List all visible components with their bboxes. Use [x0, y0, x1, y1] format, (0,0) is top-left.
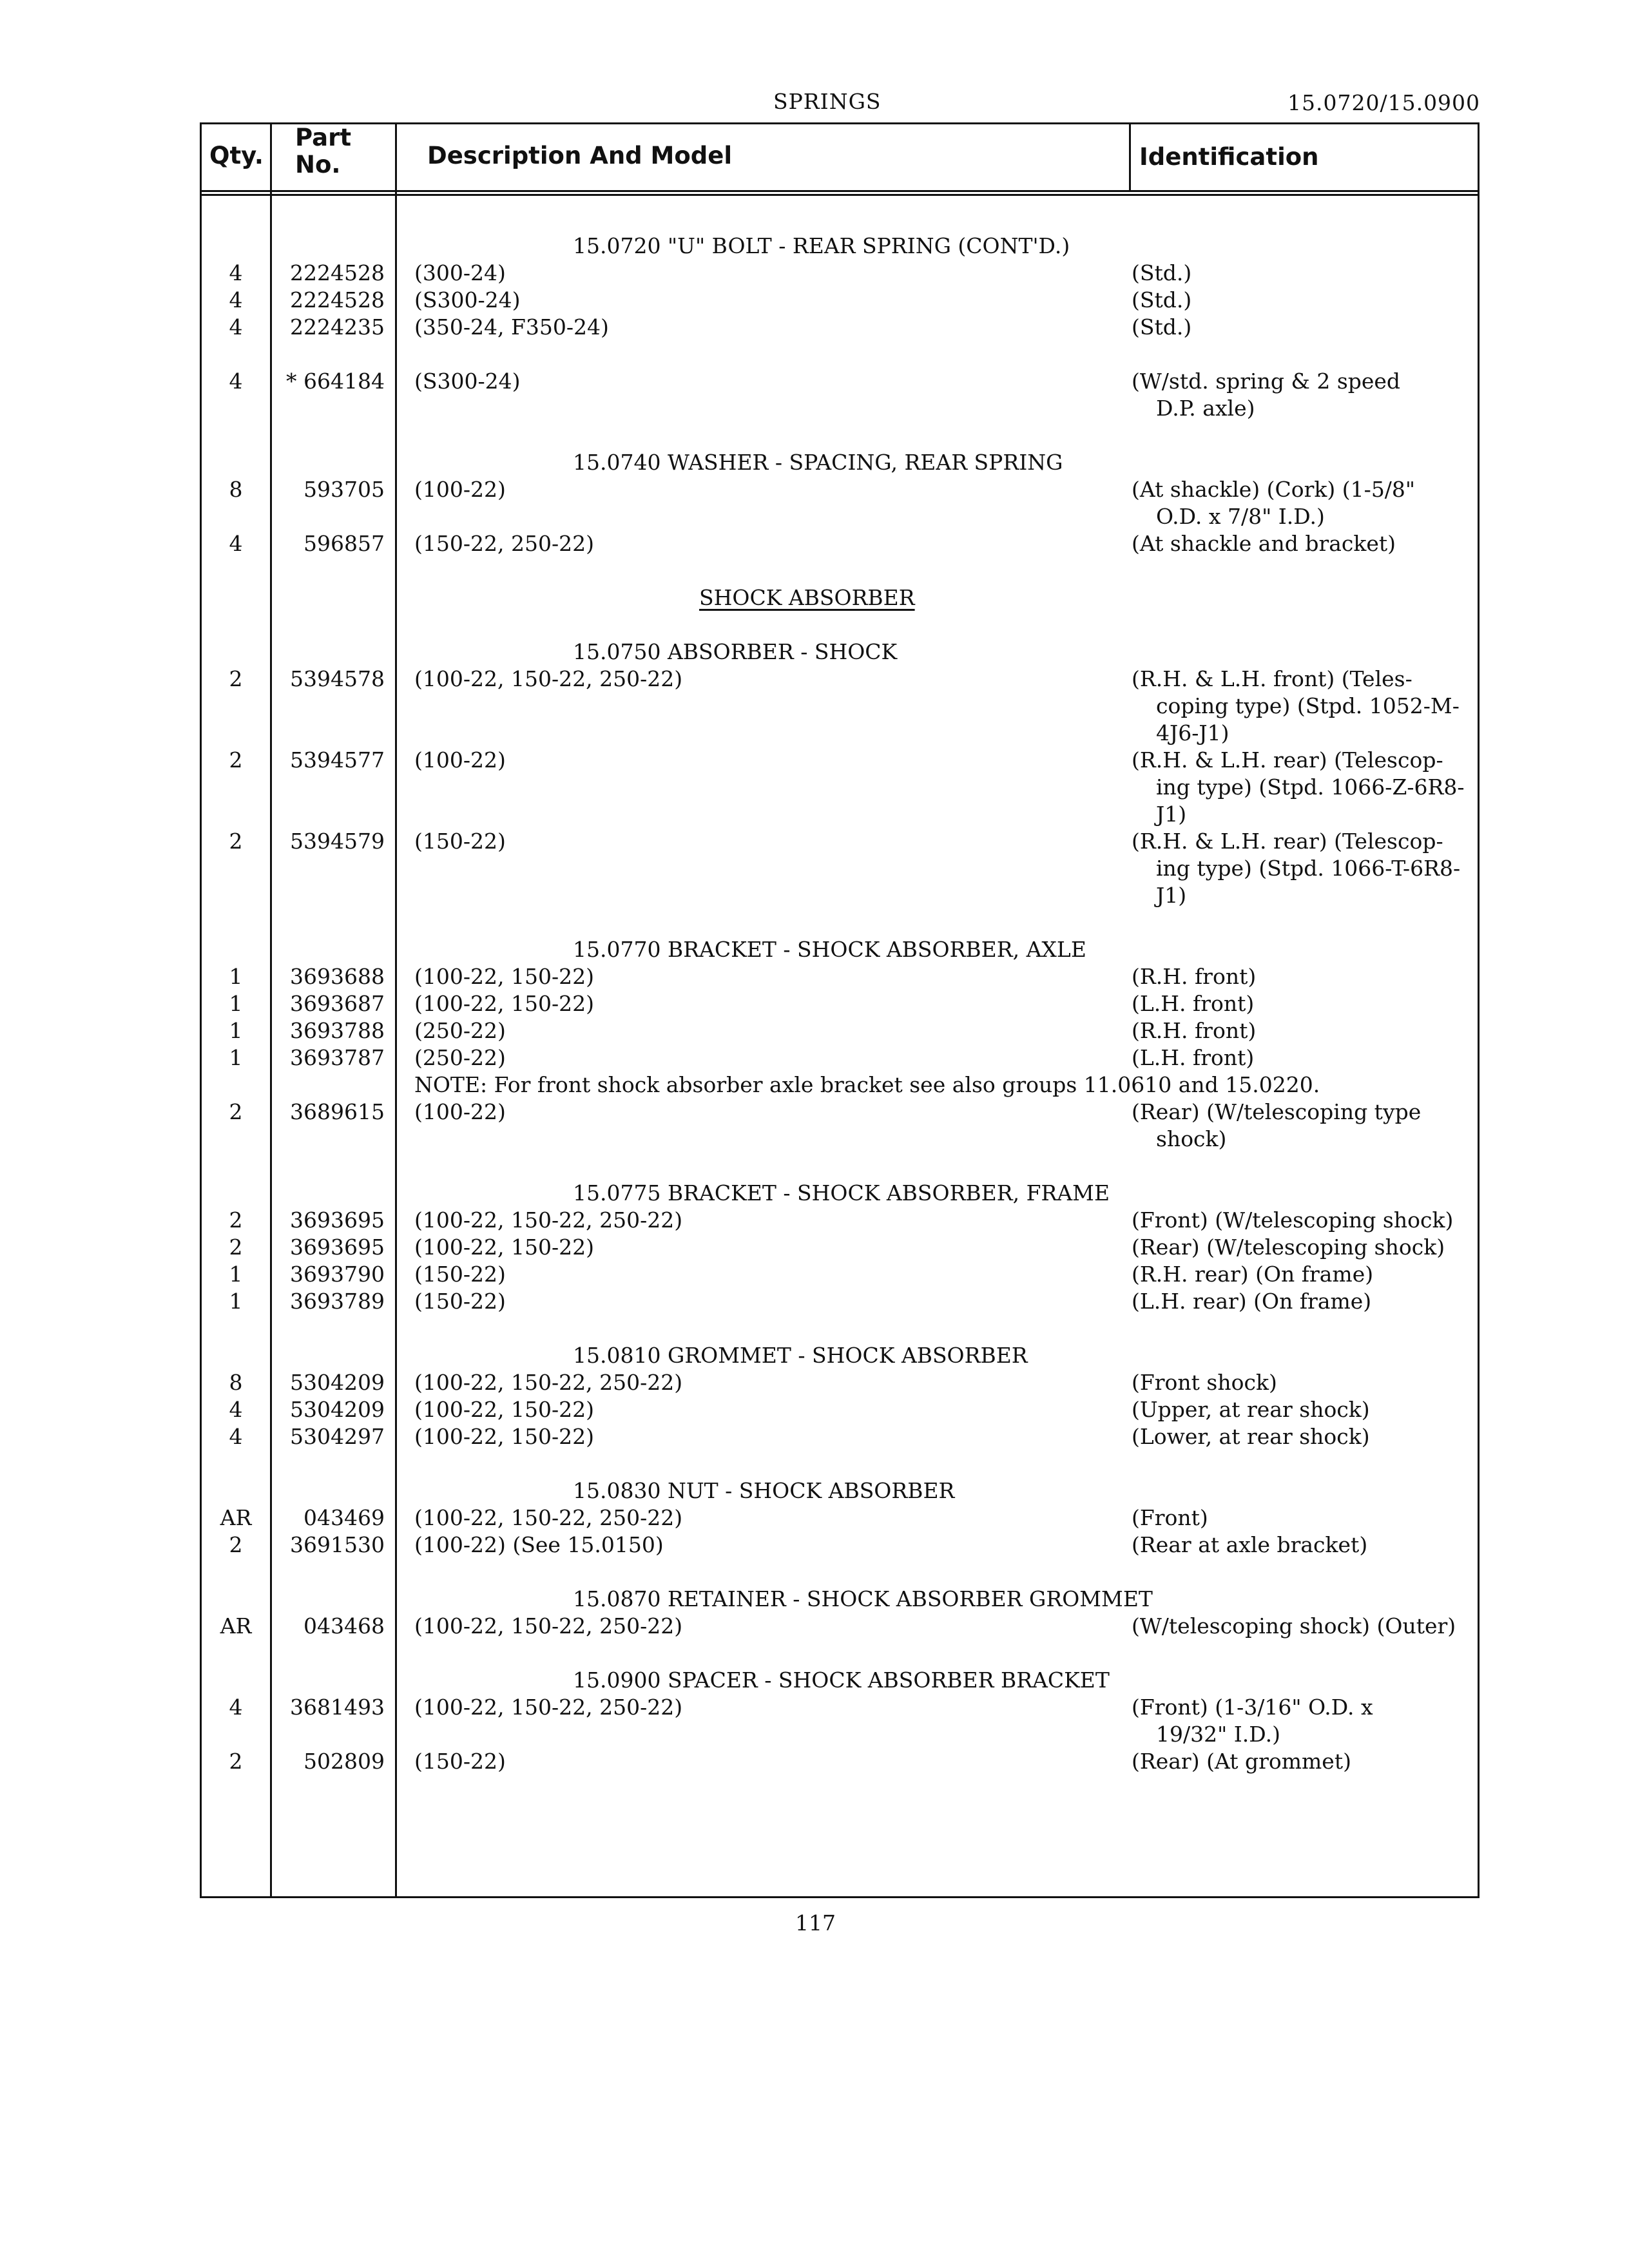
part-number-cell: 3681493	[290, 1695, 385, 1720]
page-header-title: SPRINGS	[773, 89, 882, 114]
column-header-part: Part No.	[295, 124, 352, 178]
description-cell: (100-22, 150-22)	[414, 991, 594, 1016]
group-title: 15.0740 WASHER - SPACING, REAR SPRING	[573, 450, 1063, 475]
description-cell: (100-22, 150-22)	[414, 1424, 594, 1449]
group-title: 15.0900 SPACER - SHOCK ABSORBER BRACKET	[573, 1667, 1110, 1693]
identification-line: ing type) (Stpd. 1066-T-6R8-	[1156, 856, 1461, 881]
identification-line: O.D. x 7/8" I.D.)	[1156, 504, 1325, 529]
description-cell: (100-22) (See 15.0150)	[414, 1532, 664, 1557]
qty-cell: 1	[229, 1262, 243, 1287]
identification-line: shock)	[1156, 1126, 1227, 1151]
part-number-cell: 043469	[304, 1505, 385, 1530]
qty-cell: 4	[229, 1397, 243, 1422]
identification-cell	[1132, 1369, 1480, 1396]
identification-line: (Std.)	[1132, 287, 1192, 312]
qty-cell: 2	[229, 1099, 243, 1124]
qty-cell: 1	[229, 964, 243, 989]
description-cell: (100-22, 150-22, 250-22)	[414, 1505, 683, 1530]
identification-cell	[1132, 314, 1480, 341]
part-number-cell: * 664184	[286, 369, 385, 394]
identification-cell	[1132, 1044, 1480, 1072]
description-cell: (100-22, 150-22, 250-22)	[414, 666, 683, 691]
qty-cell: 2	[229, 1207, 243, 1233]
identification-cell	[1132, 1613, 1480, 1640]
qty-cell: 8	[229, 477, 243, 502]
group-title: 15.0830 NUT - SHOCK ABSORBER	[573, 1478, 955, 1503]
part-number-cell: 3693788	[290, 1018, 385, 1043]
description-cell: (100-22, 150-22, 250-22)	[414, 1613, 683, 1639]
qty-cell: AR	[220, 1505, 252, 1530]
identification-cell	[1132, 1423, 1480, 1450]
group-title: 15.0870 RETAINER - SHOCK ABSORBER GROMMET	[573, 1586, 1153, 1611]
identification-line: 19/32" I.D.)	[1156, 1722, 1280, 1747]
identification-cell	[1132, 963, 1480, 990]
description-cell: (250-22)	[414, 1018, 506, 1043]
column-header-identification: Identification	[1139, 143, 1319, 171]
description-cell: (100-22, 150-22)	[414, 1235, 594, 1260]
identification-line: ing type) (Stpd. 1066-Z-6R8-	[1156, 774, 1465, 800]
identification-line: (W/telescoping shock) (Outer)	[1132, 1613, 1456, 1639]
column-header-qty: Qty.	[209, 142, 264, 169]
column-header-description: Description And Model	[427, 142, 733, 169]
qty-cell: 4	[229, 287, 243, 312]
identification-line: (Std.)	[1132, 314, 1192, 340]
identification-cell	[1132, 1261, 1480, 1288]
identification-line: J1)	[1156, 802, 1187, 827]
identification-line: (R.H. & L.H. front) (Teles-	[1132, 666, 1412, 691]
identification-line: (Rear) (At grommet)	[1132, 1749, 1351, 1774]
part-number-cell: 5394577	[290, 747, 385, 773]
part-number-cell: 2224235	[290, 314, 385, 340]
qty-cell: 1	[229, 991, 243, 1016]
qty-cell: 8	[229, 1370, 243, 1395]
description-cell: (150-22, 250-22)	[414, 531, 594, 556]
identification-cell	[1132, 476, 1480, 530]
identification-line: (R.H. & L.H. rear) (Telescop-	[1132, 829, 1443, 854]
identification-cell	[1132, 990, 1480, 1017]
qty-cell: 4	[229, 1424, 243, 1449]
description-cell: (350-24, F350-24)	[414, 314, 609, 340]
description-cell: (100-22, 150-22, 250-22)	[414, 1695, 683, 1720]
description-cell: (150-22)	[414, 1262, 506, 1287]
part-number-cell: 3693695	[290, 1207, 385, 1233]
identification-line: (L.H. front)	[1132, 1045, 1255, 1070]
identification-cell	[1132, 530, 1480, 557]
identification-line: (Front shock)	[1132, 1370, 1277, 1395]
identification-cell	[1132, 1017, 1480, 1044]
identification-line: (Front) (W/telescoping shock)	[1132, 1207, 1454, 1233]
qty-cell: 2	[229, 747, 243, 773]
identification-cell	[1132, 828, 1480, 909]
description-cell: (S300-24)	[414, 287, 521, 312]
identification-line: J1)	[1156, 883, 1187, 908]
part-number-cell: 5304209	[290, 1370, 385, 1395]
part-number-cell: 3693790	[290, 1262, 385, 1287]
qty-cell: 4	[229, 531, 243, 556]
identification-cell	[1132, 1504, 1480, 1532]
qty-cell: 1	[229, 1045, 243, 1070]
identification-cell	[1132, 260, 1480, 287]
part-number-cell: 5394578	[290, 666, 385, 691]
parts-table	[200, 122, 1480, 1898]
description-cell: (100-22, 150-22, 250-22)	[414, 1207, 683, 1233]
identification-cell	[1132, 1099, 1480, 1153]
column-divider	[270, 124, 272, 1896]
description-cell: (100-22)	[414, 1099, 506, 1124]
identification-cell	[1132, 1532, 1480, 1559]
description-cell: (300-24)	[414, 260, 506, 285]
description-cell: (250-22)	[414, 1045, 506, 1070]
section-heading: SHOCK ABSORBER	[699, 585, 915, 610]
part-number-cell: 502809	[304, 1749, 385, 1774]
description-cell: (100-22, 150-22)	[414, 964, 594, 989]
identification-line: (R.H. front)	[1132, 1018, 1257, 1043]
identification-cell	[1132, 287, 1480, 314]
qty-cell: 4	[229, 260, 243, 285]
identification-cell	[1132, 747, 1480, 828]
part-number-cell: 2224528	[290, 287, 385, 312]
qty-cell: 4	[229, 1695, 243, 1720]
identification-line: (At shackle) (Cork) (1-5/8"	[1132, 477, 1416, 502]
group-title: 15.0810 GROMMET - SHOCK ABSORBER	[573, 1343, 1028, 1368]
part-number-cell: 593705	[304, 477, 385, 502]
identification-cell	[1132, 368, 1480, 422]
identification-line: (Front)	[1132, 1505, 1208, 1530]
note-text: NOTE: For front shock absorber axle bracket see also groups 11.0610 and 15.0220.	[414, 1072, 1320, 1097]
qty-cell: 1	[229, 1289, 243, 1314]
group-title: 15.0750 ABSORBER - SHOCK	[573, 639, 898, 664]
column-divider	[395, 124, 397, 1896]
qty-cell: 4	[229, 314, 243, 340]
part-number-cell: 3689615	[290, 1099, 385, 1124]
part-number-cell: 3691530	[290, 1532, 385, 1557]
identification-cell	[1132, 1396, 1480, 1423]
header-rule	[202, 190, 1478, 192]
part-number-cell: 5304297	[290, 1424, 385, 1449]
identification-line: coping type) (Stpd. 1052-M-	[1156, 693, 1460, 718]
identification-line: (Upper, at rear shock)	[1132, 1397, 1370, 1422]
identification-cell	[1132, 1234, 1480, 1261]
identification-line: (L.H. front)	[1132, 991, 1255, 1016]
identification-line: (Rear) (W/telescoping type	[1132, 1099, 1422, 1124]
description-cell: (150-22)	[414, 1289, 506, 1314]
description-cell: (100-22)	[414, 477, 506, 502]
qty-cell: 2	[229, 829, 243, 854]
identification-line: (At shackle and bracket)	[1132, 531, 1396, 556]
identification-line: D.P. axle)	[1156, 396, 1255, 421]
description-cell: (S300-24)	[414, 369, 521, 394]
identification-line: (R.H. & L.H. rear) (Telescop-	[1132, 747, 1443, 773]
identification-cell	[1132, 666, 1480, 747]
identification-line: (Rear) (W/telescoping shock)	[1132, 1235, 1445, 1260]
identification-line: (W/std. spring & 2 speed	[1132, 369, 1401, 394]
group-title: 15.0770 BRACKET - SHOCK ABSORBER, AXLE	[573, 937, 1086, 962]
part-number-cell: 3693787	[290, 1045, 385, 1070]
identification-line: (Lower, at rear shock)	[1132, 1424, 1370, 1449]
group-title: 15.0775 BRACKET - SHOCK ABSORBER, FRAME	[573, 1180, 1110, 1206]
description-cell: (100-22, 150-22, 250-22)	[414, 1370, 683, 1395]
part-number-cell: 2224528	[290, 260, 385, 285]
identification-cell	[1132, 1748, 1480, 1775]
page-number: 117	[795, 1910, 836, 1936]
qty-cell: 2	[229, 1749, 243, 1774]
identification-cell	[1132, 1288, 1480, 1315]
page-header-range: 15.0720/15.0900	[1287, 90, 1481, 115]
identification-line: 4J6-J1)	[1156, 720, 1229, 745]
identification-cell	[1132, 1207, 1480, 1234]
qty-cell: 2	[229, 1235, 243, 1260]
part-number-cell: 5394579	[290, 829, 385, 854]
identification-cell	[1132, 1694, 1480, 1748]
part-number-cell: 3693687	[290, 991, 385, 1016]
group-title: 15.0720 "U" BOLT - REAR SPRING (CONT'D.)	[573, 233, 1070, 258]
description-cell: (150-22)	[414, 1749, 506, 1774]
description-cell: (100-22, 150-22)	[414, 1397, 594, 1422]
column-divider	[1129, 124, 1131, 192]
part-number-cell: 5304209	[290, 1397, 385, 1422]
description-cell: (150-22)	[414, 829, 506, 854]
qty-cell: 1	[229, 1018, 243, 1043]
qty-cell: 2	[229, 1532, 243, 1557]
identification-line: (L.H. rear) (On frame)	[1132, 1289, 1372, 1314]
identification-line: (Front) (1-3/16" O.D. x	[1132, 1695, 1373, 1720]
part-number-cell: 3693695	[290, 1235, 385, 1260]
part-number-cell: 043468	[304, 1613, 385, 1639]
identification-line: (Std.)	[1132, 260, 1192, 285]
description-cell: (100-22)	[414, 747, 506, 773]
identification-line: (R.H. rear) (On frame)	[1132, 1262, 1374, 1287]
identification-line: (Rear at axle bracket)	[1132, 1532, 1368, 1557]
identification-line: (R.H. front)	[1132, 964, 1257, 989]
part-number-cell: 596857	[304, 531, 385, 556]
qty-cell: 2	[229, 666, 243, 691]
qty-cell: 4	[229, 369, 243, 394]
qty-cell: AR	[220, 1613, 252, 1639]
part-number-cell: 3693789	[290, 1289, 385, 1314]
header-rule	[202, 194, 1478, 196]
part-number-cell: 3693688	[290, 964, 385, 989]
